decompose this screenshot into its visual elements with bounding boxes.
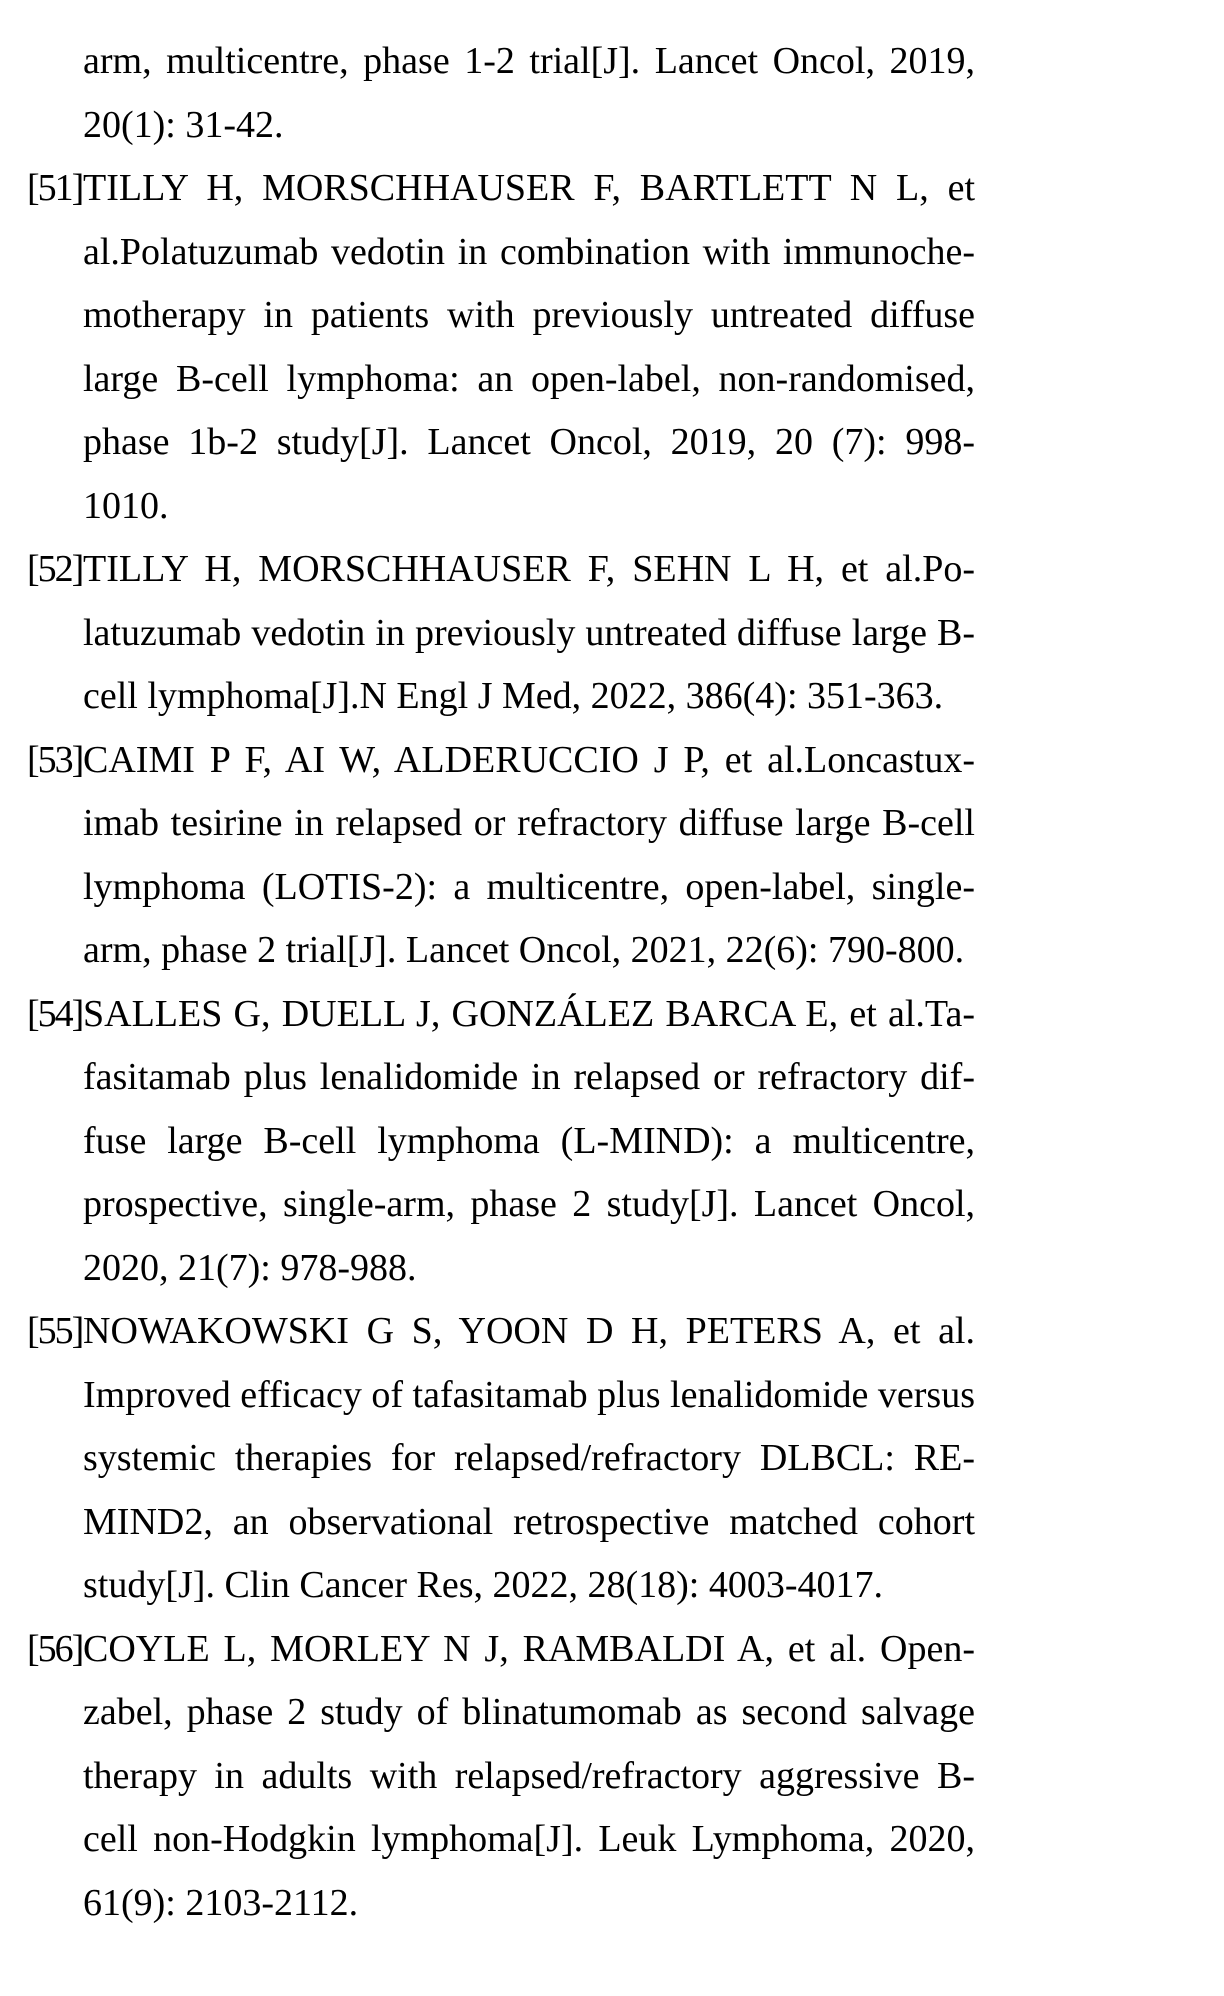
reference-line: large B-cell lymphoma: an open-label, non-randomised, xyxy=(83,357,975,400)
reference-line: phase 1b-2 study[J]. Lancet Oncol, 2019, 20 (7): 998- xyxy=(83,421,975,463)
reference-number: [56] xyxy=(27,1627,83,1670)
reference-line: study[J]. Clin Cancer Res, 2022, 28(18): 4003-4017. xyxy=(83,1564,884,1606)
reference-line: SALLES G, DUELL J, GONZÁLEZ BARCA E, et al.Ta- xyxy=(83,992,975,1035)
reference-number: [55] xyxy=(27,1310,83,1352)
reference-body xyxy=(83,157,975,538)
reference-line: cell non-Hodgkin lymphoma[J]. Leuk Lymphoma, 2020, xyxy=(83,1818,975,1860)
reference-line: MIND2, an observational retrospective matched cohort xyxy=(83,1500,975,1543)
reference-line: therapy in adults with relapsed/refractory aggressive B- xyxy=(83,1754,975,1797)
reference-line: TILLY H, MORSCHHAUSER F, SEHN L H, et al.Po- xyxy=(83,548,975,590)
reference-line: cell lymphoma[J].N Engl J Med, 2022, 386(4): 351-363. xyxy=(83,675,944,717)
reference-line: 2020, 21(7): 978-988. xyxy=(83,1246,417,1289)
reference-item xyxy=(27,157,1224,538)
reference-line: 20(1): 31-42. xyxy=(83,103,284,146)
reference-body xyxy=(83,983,975,1301)
reference-line: 1010. xyxy=(83,484,169,527)
reference-line: arm, phase 2 trial[J]. Lancet Oncol, 2021, 22(6): 790-800. xyxy=(83,929,965,971)
reference-line: motherapy in patients with previously untreated diffuse xyxy=(83,294,975,336)
reference-item xyxy=(27,983,1224,1301)
reference-item xyxy=(27,729,1224,983)
reference-line: fasitamab plus lenalidomide in relapsed or refractory dif- xyxy=(83,1056,975,1098)
reference-line: Improved efficacy of tafasitamab plus lenalidomide versus xyxy=(83,1373,975,1416)
reference-number: [52] xyxy=(27,548,83,590)
reference-line: CAIMI P F, AI W, ALDERUCCIO J P, et al.Loncastux- xyxy=(83,738,975,781)
reference-line: COYLE L, MORLEY N J, RAMBALDI A, et al. Open- xyxy=(83,1627,975,1670)
reference-number: [53] xyxy=(27,738,83,781)
reference-number: [51] xyxy=(27,167,83,209)
reference-body xyxy=(83,1618,975,1936)
reference-line: imab tesirine in relapsed or refractory diffuse large B-cell xyxy=(83,802,975,844)
reference-line: latuzumab vedotin in previously untreated diffuse large B- xyxy=(83,611,975,654)
reference-line: lymphoma (LOTIS-2): a multicentre, open-label, single- xyxy=(83,865,975,908)
reference-line: NOWAKOWSKI G S, YOON D H, PETERS A, et al. xyxy=(83,1310,975,1352)
reference-body xyxy=(83,30,975,157)
reference-item xyxy=(27,30,1224,157)
reference-item xyxy=(27,1300,1224,1618)
reference-number: [54] xyxy=(27,992,83,1035)
reference-line: fuse large B-cell lymphoma (L-MIND): a multicentre, xyxy=(83,1119,975,1162)
reference-body xyxy=(83,729,975,983)
reference-line: TILLY H, MORSCHHAUSER F, BARTLETT N L, et xyxy=(83,167,975,209)
reference-line: arm, multicentre, phase 1-2 trial[J]. Lancet Oncol, 2019, xyxy=(83,40,975,82)
reference-line: al.Polatuzumab vedotin in combination with immunoche- xyxy=(83,230,975,273)
reference-line: systemic therapies for relapsed/refractory DLBCL: RE- xyxy=(83,1437,975,1479)
reference-body xyxy=(83,1300,975,1618)
reference-item xyxy=(27,1618,1224,1936)
reference-body xyxy=(83,538,975,729)
reference-line: 61(9): 2103-2112. xyxy=(83,1881,359,1924)
reference-item xyxy=(27,538,1224,729)
reference-line: prospective, single-arm, phase 2 study[J]. Lancet Oncol, xyxy=(83,1183,975,1225)
reference-line: zabel, phase 2 study of blinatumomab as second salvage xyxy=(83,1691,975,1733)
